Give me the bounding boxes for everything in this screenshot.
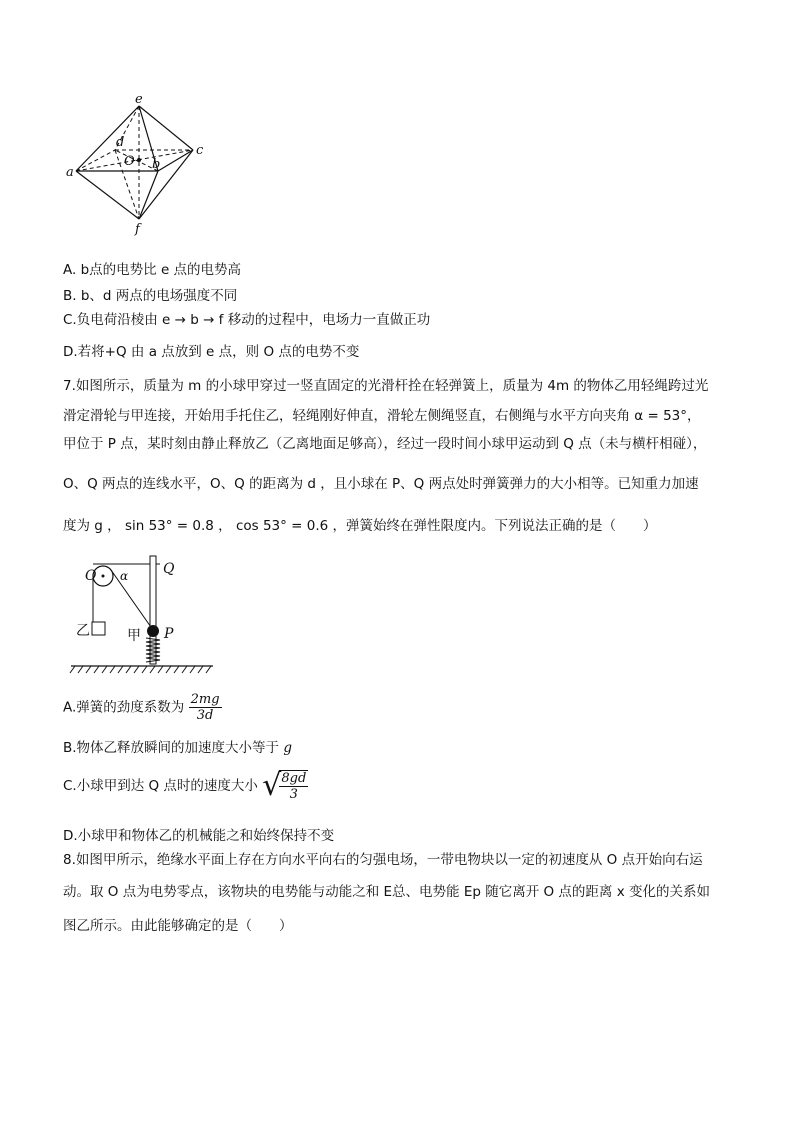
q7-stem-line-2: 滑定滑轮与甲连接，开始用手托住乙，轻绳刚好伸直，滑轮左侧绳竖直，右侧绳与水平方向夹角 α = 53°， (63, 408, 701, 424)
center-point-O (137, 158, 141, 162)
label-Q: Q (163, 561, 175, 577)
q7-option-b (63, 736, 292, 756)
label-e: e (135, 92, 143, 107)
edge-b-f (139, 171, 158, 219)
edge-a-f (76, 171, 139, 219)
q7-option-b-text: B.物体乙释放瞬间的加速度大小等于 (63, 740, 280, 756)
q7-option-c (63, 770, 308, 802)
edge-a-d (76, 150, 115, 171)
radical-sign: √ (262, 768, 282, 803)
q7-option-a (63, 692, 222, 723)
sqrt-expression (262, 770, 308, 802)
pulley-spring-figure (65, 550, 225, 680)
q6-option-c: C.负电荷沿棱由 e → b → f 移动的过程中，电场力一直做正功 (63, 312, 431, 328)
fraction-8gd-3 (279, 771, 308, 802)
q7-stem-line-4: O、Q 两点的连线水平，O、Q 的距离为 d ，且小球在 P、Q 两点处时弹簧弹力的大小相等。已知重力加速 (63, 476, 699, 492)
label-P: P (164, 626, 174, 642)
edge-e-c (139, 106, 193, 150)
q7-stem-line-3: 甲位于 P 点，某时刻由静止释放乙（乙离地面足够高），经过一段时间小球甲运动到 Q 点（未与横杆相碰）， (63, 436, 707, 452)
label-alpha: α (120, 569, 129, 583)
q6-option-d: D.若将+Q 由 a 点放到 e 点，则 O 点的电势不变 (63, 344, 360, 360)
q6-option-a: A. b点的电势比 e 点的电势高 (63, 262, 242, 278)
radicand (279, 770, 308, 802)
label-O: O (124, 154, 135, 169)
label-yi: 乙 (76, 623, 90, 639)
pulley-axle (102, 575, 105, 578)
q7-option-a-text: A.弹簧的劲度系数为 (63, 699, 185, 716)
label-c: c (196, 143, 204, 158)
edge-c-f (139, 150, 193, 219)
label-a: a (66, 165, 74, 180)
right-rope (111, 570, 153, 630)
q8-stem-line-3: 图乙所示。由此能够确定的是（ ） (63, 918, 293, 934)
q7-option-c-text: C.小球甲到达 Q 点时的速度大小 (63, 778, 258, 794)
octahedron-figure (60, 92, 220, 242)
q8-stem-line-1: 8.如图甲所示，绝缘水平面上存在方向水平向右的匀强电场，一带电物块以一定的初速度从 O 点开始向右运 (63, 852, 703, 868)
ground-hatch (70, 666, 211, 673)
label-d: d (116, 135, 125, 150)
label-jia: 甲 (127, 628, 141, 644)
label-f: f (135, 222, 140, 237)
fraction-denominator: 3d (196, 708, 214, 723)
q7-option-d: D.小球甲和物体乙的机械能之和始终保持不变 (63, 828, 335, 844)
q7-stem-line-5: 度为 g ， sin 53° = 0.8 ， cos 53° = 0.6 ，弹簧始终在弹性限度内。下列说法正确的是（ ） (63, 518, 657, 534)
q7-stem-line-1: 7.如图所示，质量为 m 的小球甲穿过一竖直固定的光滑杆拴在轻弹簧上，质量为 4m 的物体乙用轻绳跨过光 (63, 378, 709, 394)
fraction-numerator: 2mg (190, 692, 220, 707)
ball-jia (147, 625, 159, 637)
q7-option-b-g: g (283, 740, 293, 756)
label-b: b (152, 157, 161, 172)
fraction-2mg-3d (189, 692, 222, 723)
q6-option-b: B. b、d 两点的电场强度不同 (63, 288, 238, 304)
block-yi (92, 622, 105, 635)
fraction-denominator: 3 (289, 787, 298, 802)
fraction-numerator: 8gd (281, 771, 307, 786)
q8-stem-line-2: 动。取 O 点为电势零点，该物块的电势能与动能之和 E总、电势能 Ep 随它离开 O 点的距离 x 变化的关系如 (63, 884, 710, 900)
label-O: O (85, 568, 97, 584)
